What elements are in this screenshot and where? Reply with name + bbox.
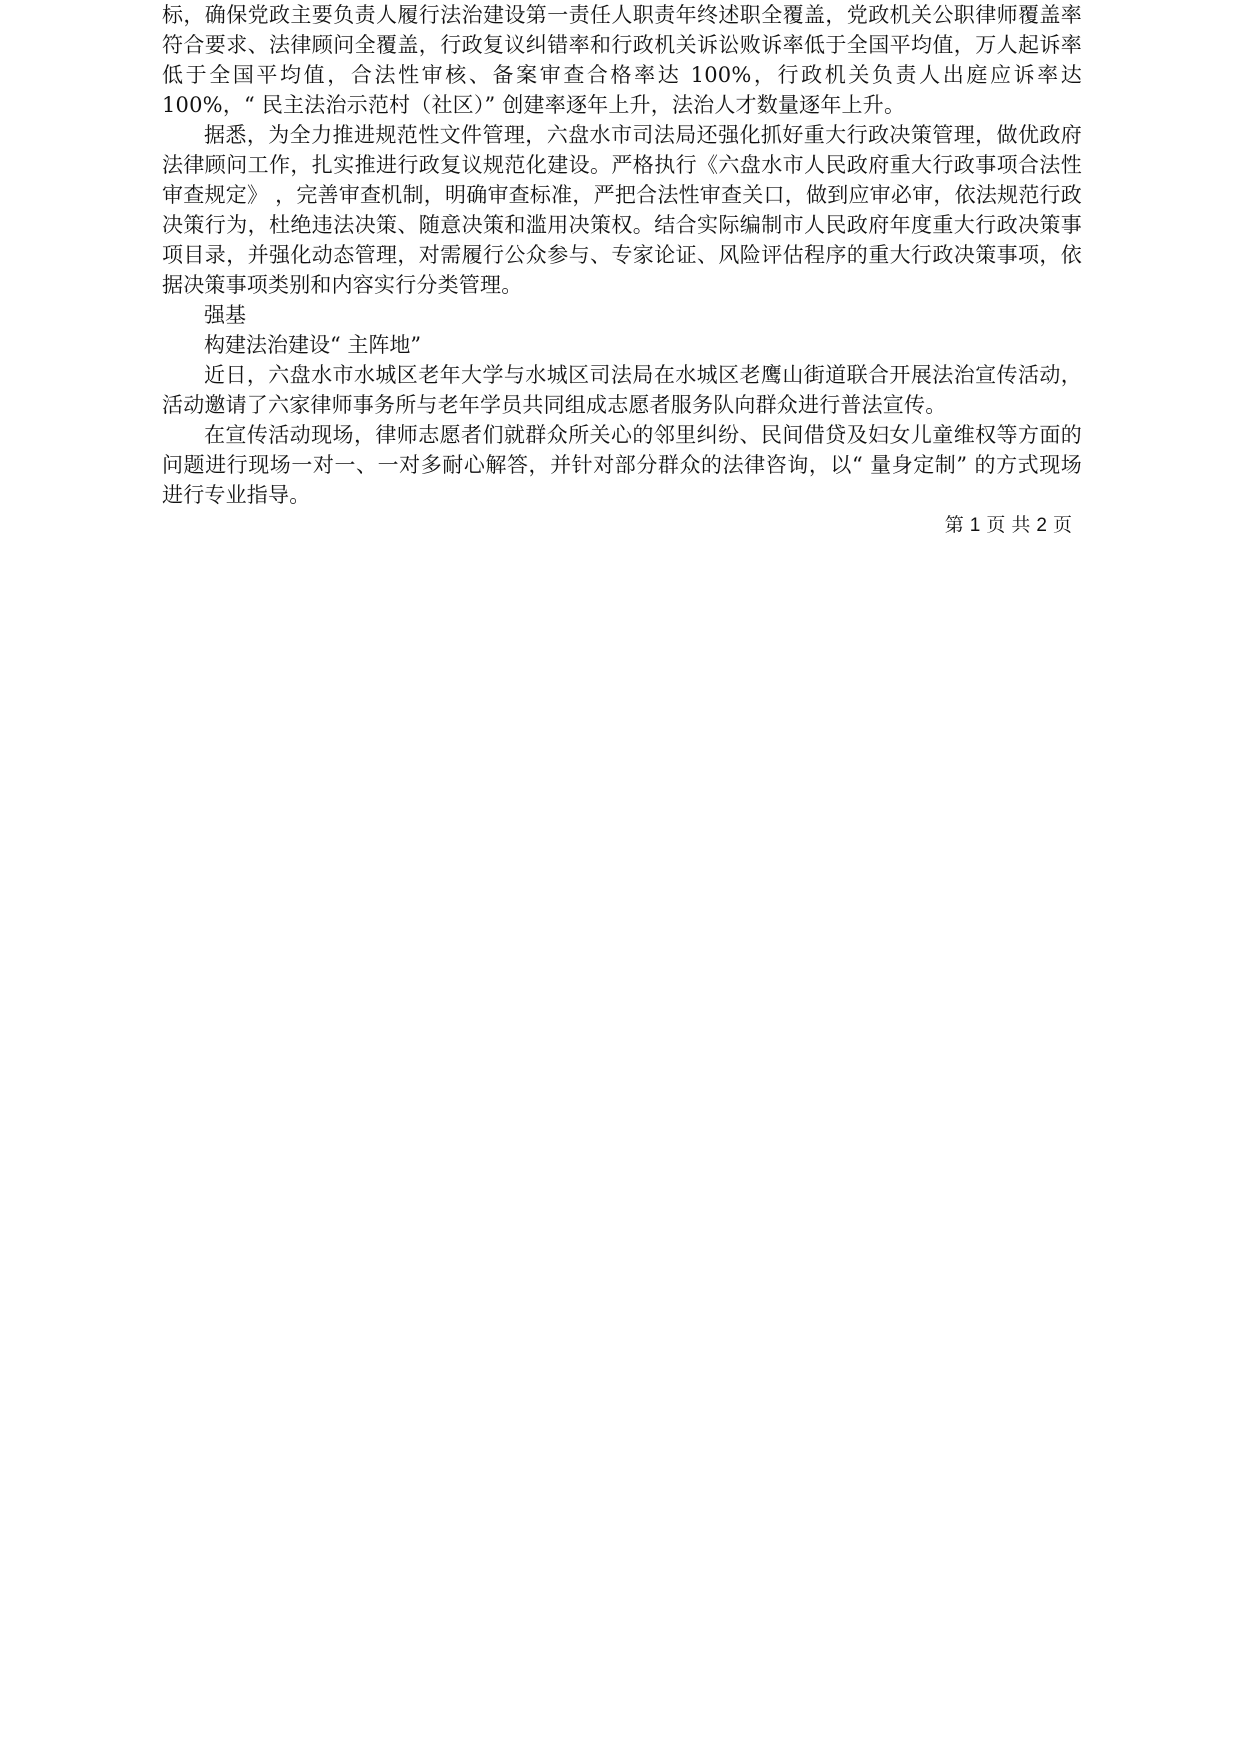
footer-total-pages: 2: [1036, 515, 1047, 536]
footer-mid: 页 共: [986, 514, 1031, 536]
paragraph-legal-campaign: 近日，六盘水市水城区老年大学与水城区司法局在水城区老鹰山街道联合开展法治宣传活动，活动邀请了六家律师事务所与老年学员共同组成志愿者服务队向群众进行普法宣传。: [162, 363, 1082, 417]
footer-page-number: 1: [969, 515, 981, 536]
document-body: [162, 0, 1082, 510]
footer-prefix: 第: [944, 514, 964, 536]
page-number-footer: [945, 513, 1072, 538]
section-heading-strengthen: 强基: [204, 303, 246, 327]
footer-suffix: 页: [1052, 514, 1072, 536]
paragraph-review-management: 据悉，为全力推进规范性文件管理，六盘水市司法局还强化抓好重大行政决策管理，做优政府法律顾问工作，扎实推进行政复议规范化建设。严格执行《六盘水市人民政府重大行政事项合法性审查规定》 ，完善审查机制，明确审查标准，严把合法性审查关口，做到应审必审，依法规范行政决策行为，杜绝违法决策、随意决策和滥用决策权。结合实际编制市人民政府年度重大行政决策事项目录，并强化动态管理，对需履行公众参与、专家论证、风险评估程序的重大行政决策事项，依据决策事项类别和内容实行分类管理。: [162, 123, 1082, 297]
paragraph-volunteer-lawyers: 在宣传活动现场，律师志愿者们就群众所关心的邻里纠纷、民间借贷及妇女儿童维权等方面的问题进行现场一对一、一对多耐心解答，并针对部分群众的法律咨询，以“ 量身定制” 的方式现场进行专业指导。: [162, 423, 1082, 507]
section-heading-front: 构建法治建设“ 主阵地”: [204, 333, 422, 357]
paragraph-continuation: 标，确保党政主要负责人履行法治建设第一责任人职责年终述职全覆盖，党政机关公职律师覆盖率符合要求、法律顾问全覆盖，行政复议纠错率和行政机关诉讼败诉率低于全国平均值，万人起诉率低于全国平均值，合法性审核、备案审查合格率达 100%，行政机关负责人出庭应诉率达100%，“ 民主法治示范村（社区）” 创建率逐年上升，法治人才数量逐年上升。: [162, 3, 1082, 117]
